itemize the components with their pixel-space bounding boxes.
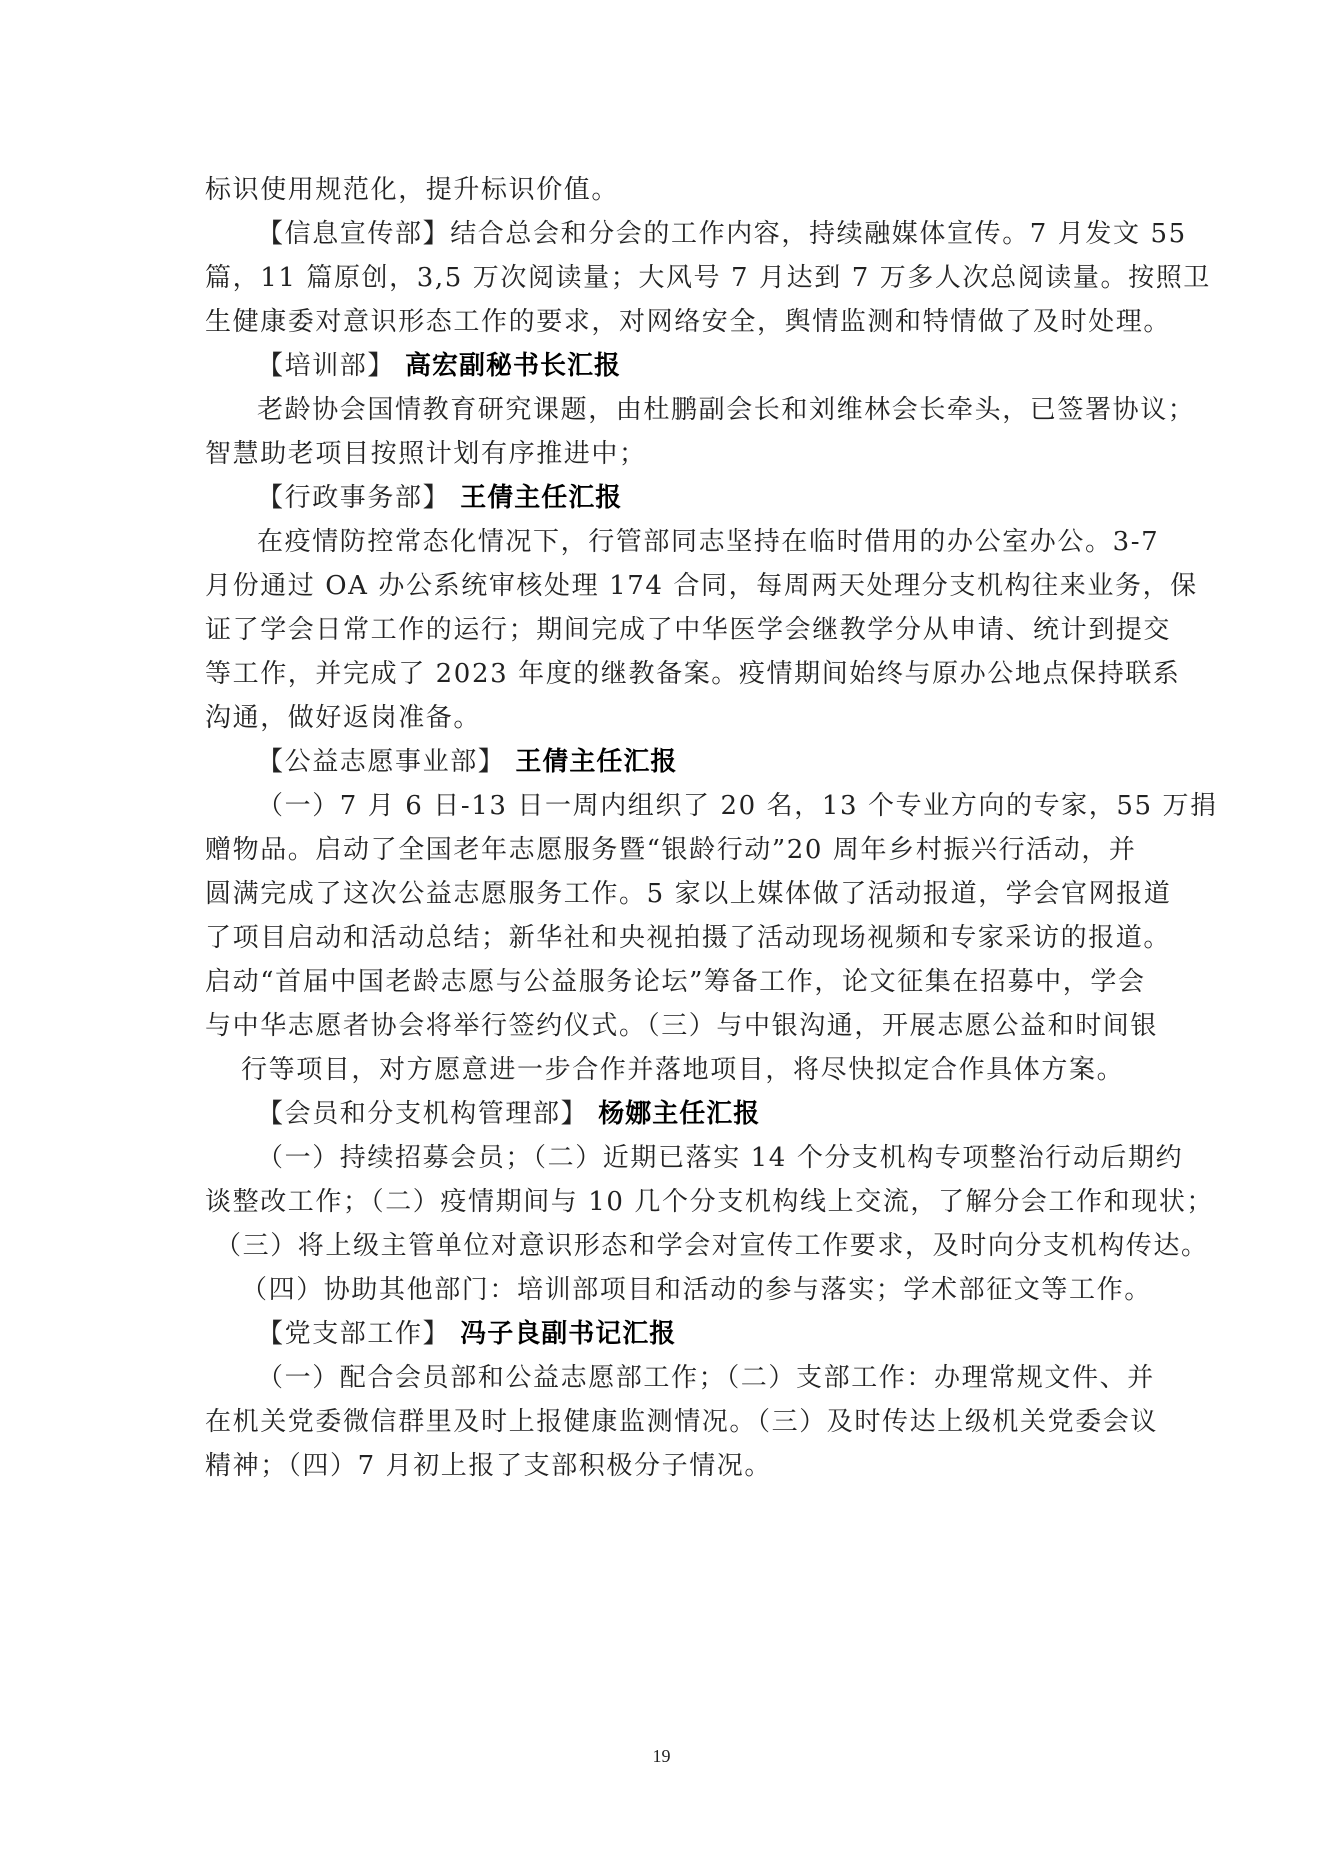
department-label: 【公益志愿事业部】: [257, 747, 506, 777]
paragraph-line-info-dept: 【信息宣传部】结合总会和分会的工作内容，持续融媒体宣传。7 月发文 55: [257, 219, 1187, 249]
paragraph-line: （一）配合会员部和公益志愿部工作；（二）支部工作：办理常规文件、并: [257, 1363, 1155, 1393]
paragraph-line: 与中华志愿者协会将举行签约仪式。（三）与中银沟通，开展志愿公益和时间银: [205, 1011, 1159, 1041]
paragraph-line: （一）7 月 6 日-13 日一周内组织了 20 名，13 个专业方向的专家，55 万捐: [257, 791, 1218, 821]
section-heading-volunteer: [205, 740, 1125, 784]
paragraph-line: 在机关党委微信群里及时上报健康监测情况。（三）及时传达上级机关党委会议: [205, 1407, 1159, 1437]
paragraph-line: 启动“首届中国老龄志愿与公益服务论坛”筹备工作，论文征集在招募中，学会: [205, 967, 1146, 997]
paragraph-line: 智慧助老项目按照计划有序推进中；: [205, 439, 647, 469]
department-label: 【党支部工作】: [257, 1319, 451, 1349]
department-label: 【会员和分支机构管理部】: [257, 1099, 589, 1129]
paragraph-line: （一）持续招募会员；（二）近期已落实 14 个分支机构专项整治行动后期约: [257, 1143, 1184, 1173]
paragraph-line: 了项目启动和活动总结；新华社和央视拍摄了活动现场视频和专家采访的报道。: [205, 923, 1172, 953]
paragraph-line: 等工作，并完成了 2023 年度的继教备案。疫情期间始终与原办公地点保持联系: [205, 659, 1181, 689]
paragraph-line: 精神；（四）7 月初上报了支部积极分子情况。: [205, 1451, 773, 1481]
paragraph-line: （三）将上级主管单位对意识形态和学会对宣传工作要求，及时向分支机构传达。: [215, 1231, 1209, 1261]
section-heading-admin: [205, 476, 1125, 520]
paragraph-line: 老龄协会国情教育研究课题，由杜鹏副会长和刘维林会长牵头，已签署协议；: [257, 395, 1196, 425]
reporter-label: 冯子良副书记汇报: [460, 1319, 677, 1349]
paragraph-line: 篇，11 篇原创，3,5 万次阅读量；大风号 7 月达到 7 万多人次总阅读量。按照卫: [205, 263, 1211, 293]
section-heading-training: [205, 344, 1125, 388]
reporter-label: 王倩主任汇报: [460, 483, 623, 513]
paragraph-line: （四）协助其他部门：培训部项目和活动的参与落实；学术部征文等工作。: [241, 1275, 1152, 1305]
section-heading-membership: [205, 1092, 1125, 1136]
reporter-label: 杨娜主任汇报: [598, 1099, 761, 1129]
section-heading-party-branch: [205, 1312, 1125, 1356]
paragraph-line: 在疫情防控常态化情况下，行管部同志坚持在临时借用的办公室办公。3-7: [257, 527, 1160, 557]
paragraph-line: 月份通过 OA 办公系统审核处理 174 合同，每周两天处理分支机构往来业务，保: [205, 571, 1198, 601]
paragraph-line: 标识使用规范化，提升标识价值。: [205, 175, 620, 205]
reporter-label: 高宏副秘书长汇报: [405, 351, 622, 381]
department-label: 【行政事务部】: [257, 483, 451, 513]
paragraph-line: 证了学会日常工作的运行；期间完成了中华医学会继教学分从申请、统计到提交: [205, 615, 1172, 645]
paragraph-line: 谈整改工作；（二）疫情期间与 10 几个分支机构线上交流，了解分会工作和现状；: [205, 1187, 1215, 1217]
paragraph-line: 沟通，做好返岗准备。: [205, 703, 482, 733]
paragraph-line: 生健康委对意识形态工作的要求，对网络安全，舆情监测和特情做了及时处理。: [205, 307, 1172, 337]
paragraph-line: 行等项目，对方愿意进一步合作并落地项目，将尽快拟定合作具体方案。: [241, 1055, 1125, 1085]
document-body: [205, 168, 1218, 1488]
page-number: 19: [652, 1746, 671, 1766]
department-label: 【培训部】: [257, 351, 396, 381]
paragraph-line: 圆满完成了这次公益志愿服务工作。5 家以上媒体做了活动报道，学会官网报道: [205, 879, 1172, 909]
reporter-label: 王倩主任汇报: [515, 747, 678, 777]
paragraph-line: 赠物品。启动了全国老年志愿服务暨“银龄行动”20 周年乡村振兴行活动，并: [205, 835, 1137, 865]
